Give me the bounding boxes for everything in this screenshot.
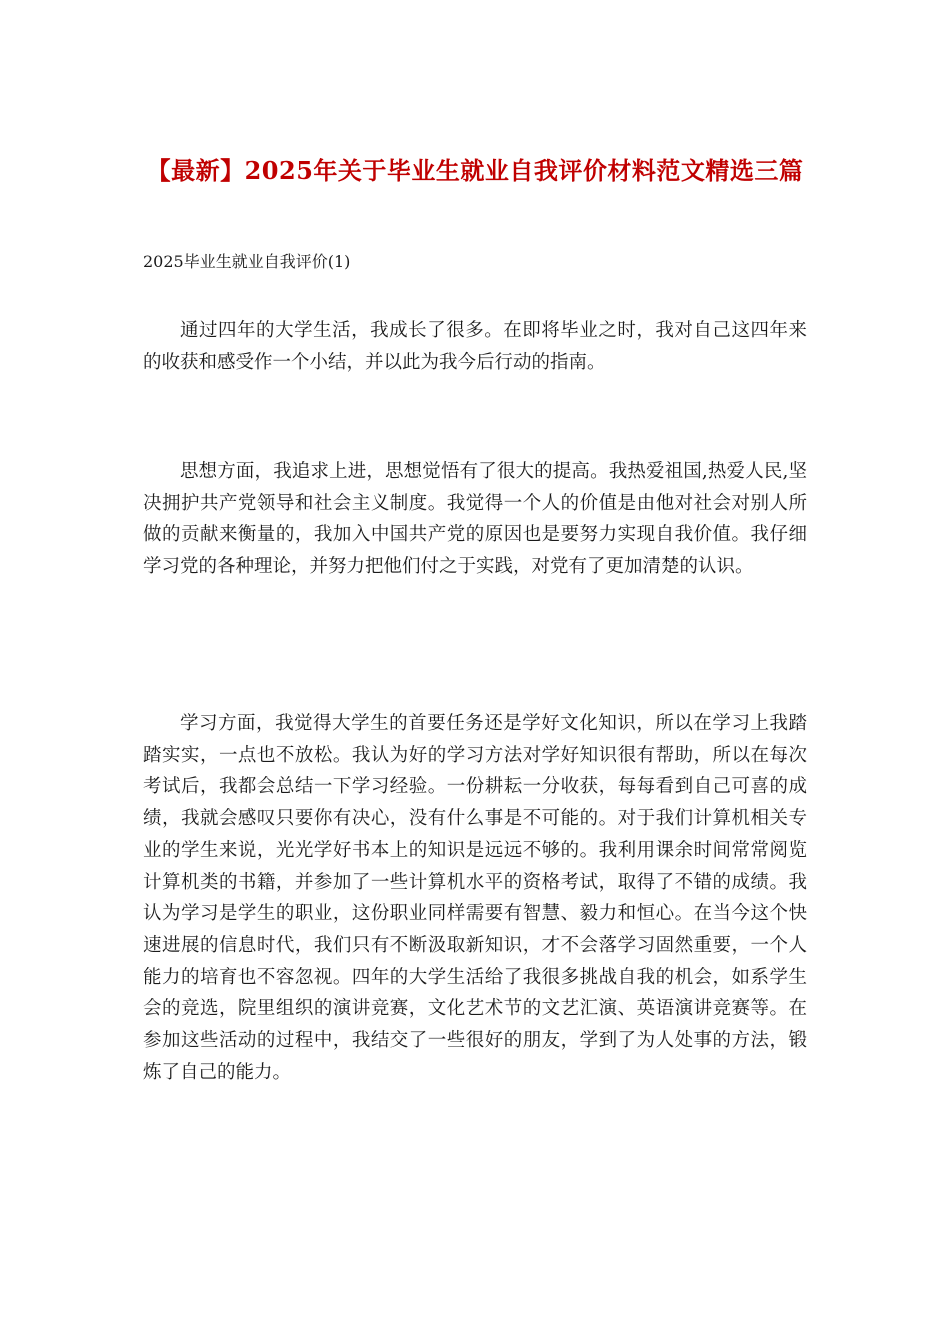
section-subtitle: 2025毕业生就业自我评价(1): [143, 252, 351, 271]
paragraph-study: 学习方面，我觉得大学生的首要任务还是学好文化知识，所以在学习上我踏踏实实，一点也不放松。我认为好的学习方法对学好知识很有帮助，所以在每次考试后，我都会总结一下学习经验。一份耕耘一分收获，每每看到自己可喜的成绩，我就会感叹只要你有决心，没有什么事是不可能的。对于我们计算机相关专业的学生来说，光光学好书本上的知识是远远不够的。我利用课余时间常常阅览计算机类的书籍，并参加了一些计算机水平的资格考试，取得了不错的成绩。我认为学习是学生的职业，这份职业同样需要有智慧、毅力和恒心。在当今这个快速进展的信息时代，我们只有不断汲取新知识，才不会落学习固然重要，一个人能力的培育也不容忽视。四年的大学生活给了我很多挑战自我的机会，如系学生会的竞选，院里组织的演讲竞赛，文化艺术节的文艺汇演、英语演讲竞赛等。在参加这些活动的过程中，我结交了一些很好的朋友，学到了为人处事的方法，锻炼了自己的能力。: [143, 713, 807, 1083]
document-title: 【最新】2025年关于毕业生就业自我评价材料范文精选三篇: [146, 156, 804, 185]
paragraph-ideology: 思想方面，我追求上进，思想觉悟有了很大的提高。我热爱祖国,热爱人民,坚决拥护共产党领导和社会主义制度。我觉得一个人的价值是由他对社会对别人所做的贡献来衡量的，我加入中国共产党的原因也是要努力实现自我价值。我仔细学习党的各种理论，并努力把他们付之于实践，对党有了更加清楚的认识。: [143, 461, 807, 578]
paragraph-intro: 通过四年的大学生活，我成长了很多。在即将毕业之时，我对自己这四年来的收获和感受作一个小结，并以此为我今后行动的指南。: [143, 320, 807, 373]
